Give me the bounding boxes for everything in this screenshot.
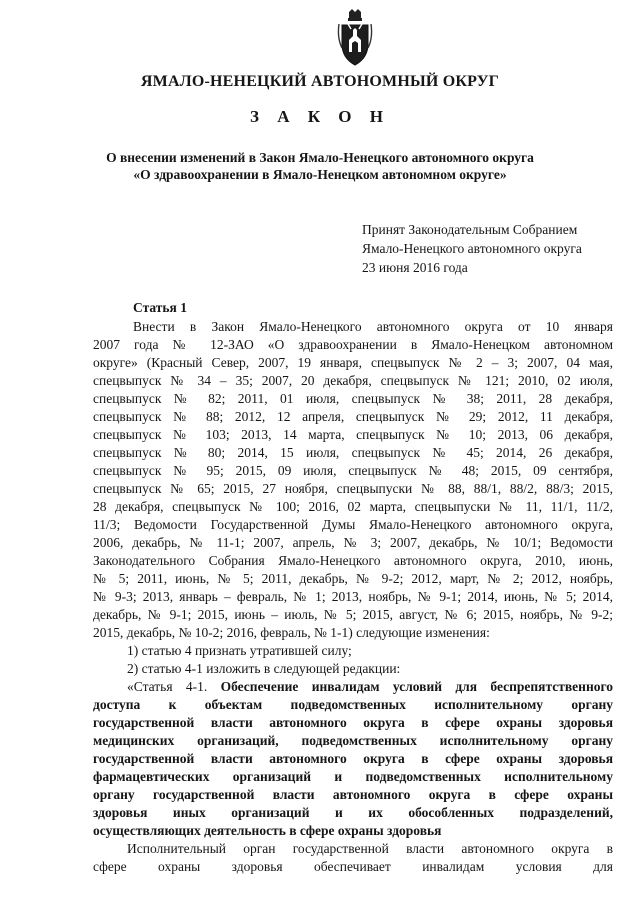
region-name: ЯМАЛО-НЕНЕЦКИЙ АВТОНОМНЫЙ ОКРУГ	[140, 73, 500, 90]
paragraph-line: 2007 года № 12-ЗАО «О здравоохранении в Ямало-Ненецком автономном	[93, 337, 613, 352]
article-4-1-title-line: осуществляющих деятельность в сфере охраны здоровья	[93, 823, 442, 838]
paragraph-line: № 9-3; 2013, январь – февраль, № 1; 2013, ноябрь, № 9-1; 2014, июнь, № 5; 2014,	[93, 589, 613, 604]
law-body	[93, 298, 613, 876]
paragraph-line: спецвыпуск № 103; 2013, 14 марта, спецвыпуск № 10; 2013, 06 декабря,	[93, 427, 613, 442]
paragraph-line: спецвыпуск № 34 – 35; 2007, 20 декабря, спецвыпуск № 121; 2010, 02 июля,	[93, 373, 613, 388]
law-title: З А К О Н	[249, 107, 391, 126]
article-4-1-title-line: доступа к объектам подведомственных исполнительному органу	[93, 697, 613, 712]
article-4-1-label: «Статья 4-1.	[127, 679, 208, 694]
paragraph-line: 2006, декабрь, № 11-1; 2007, апрель, № 3; 2007, декабрь, № 10/1; Ведомости	[93, 535, 613, 550]
paragraph-line: Внести в Закон Ямало-Ненецкого автономного округа от 10 января	[133, 319, 613, 334]
adoption-line: Ямало-Ненецкого автономного округа	[362, 241, 582, 256]
article-heading: Статья 1	[133, 300, 187, 315]
article-4-1-title-line: государственной власти автономного округа в сфере охраны здоровья	[93, 715, 613, 730]
paragraph-line: декабрь, № 9-1; 2015, июнь – июль, № 5; 2015, август, № 6; 2015, ноябрь, № 9-2;	[93, 607, 613, 622]
article-4-1-title-line: органу государственной власти автономного округа в сфере охраны	[93, 787, 613, 802]
adoption-line: Принят Законодательным Собранием	[362, 222, 578, 237]
law-subtitle	[0, 149, 640, 183]
paragraph-line: 2015, декабрь, № 10-2; 2016, февраль, № 1-1) следующие изменения:	[93, 625, 490, 640]
article-4-1-title-line: государственной власти автономного округа в сфере охраны здоровья	[93, 751, 613, 766]
adoption-note	[362, 220, 582, 277]
paragraph-line: 11/3; Ведомости Государственной Думы Ямало-Ненецкого автономного округа,	[93, 517, 613, 532]
article-4-1-title-line: медицинских организаций, подведомственных исполнительному органу	[93, 733, 613, 748]
list-item: 1) статью 4 признать утратившей силу;	[127, 643, 352, 658]
article-4-1-title-line: фармацевтических организаций и подведомственных исполнительному	[93, 769, 613, 784]
article-4-1-title-line: здоровья иных организаций и их обособленных подразделений,	[93, 805, 613, 820]
paragraph-line: спецвыпуск № 80; 2014, 15 июля, спецвыпуск № 45; 2014, 26 декабря,	[93, 445, 613, 460]
paragraph-line: спецвыпуск № 65; 2015, 27 ноября, спецвыпуски № 88, 88/1, 88/2, 88/3; 2015,	[93, 481, 613, 496]
list-item: 2) статью 4-1 изложить в следующей редакции:	[127, 661, 401, 676]
paragraph-line: Исполнительный орган государственной власти автономного округа в	[127, 841, 613, 856]
paragraph-line: Законодательного Собрания Ямало-Ненецкого автономного округа, 2010, июнь,	[93, 553, 613, 568]
paragraph-line: 28 декабря, спецвыпуск № 100; 2016, 02 марта, спецвыпуски № 11, 11/1, 11/2,	[93, 499, 613, 514]
paragraph-line: сфере охраны здоровья обеспечивает инвалидам условия для	[93, 859, 613, 874]
subtitle-line: «О здравоохранении в Ямало-Ненецком автономном округе»	[133, 167, 507, 182]
article-4-1-title: Обеспечение инвалидам условий для беспрепятственного	[220, 679, 613, 694]
paragraph-line: спецвыпуск № 95; 2015, 09 июля, спецвыпуск № 48; 2015, 09 сентября,	[93, 463, 613, 478]
paragraph-line: округе» (Красный Север, 2007, 19 января, спецвыпуск № 2 – 3; 2007, 04 мая,	[93, 355, 613, 370]
paragraph-line: № 5; 2011, июнь, № 5; 2011, декабрь, № 9-2; 2012, март, № 2; 2012, ноябрь,	[93, 571, 613, 586]
subtitle-line: О внесении изменений в Закон Ямало-Ненецкого автономного округа	[106, 150, 534, 165]
paragraph-line: спецвыпуск № 82; 2011, 01 июля, спецвыпуск № 38; 2011, 28 декабря,	[93, 391, 613, 406]
coat-of-arms-emblem	[335, 8, 375, 68]
adoption-date: 23 июня 2016 года	[362, 260, 468, 275]
paragraph-line: спецвыпуск № 88; 2012, 12 апреля, спецвыпуск № 29; 2012, 11 декабря,	[93, 409, 613, 424]
article-4-1-heading	[93, 678, 613, 696]
